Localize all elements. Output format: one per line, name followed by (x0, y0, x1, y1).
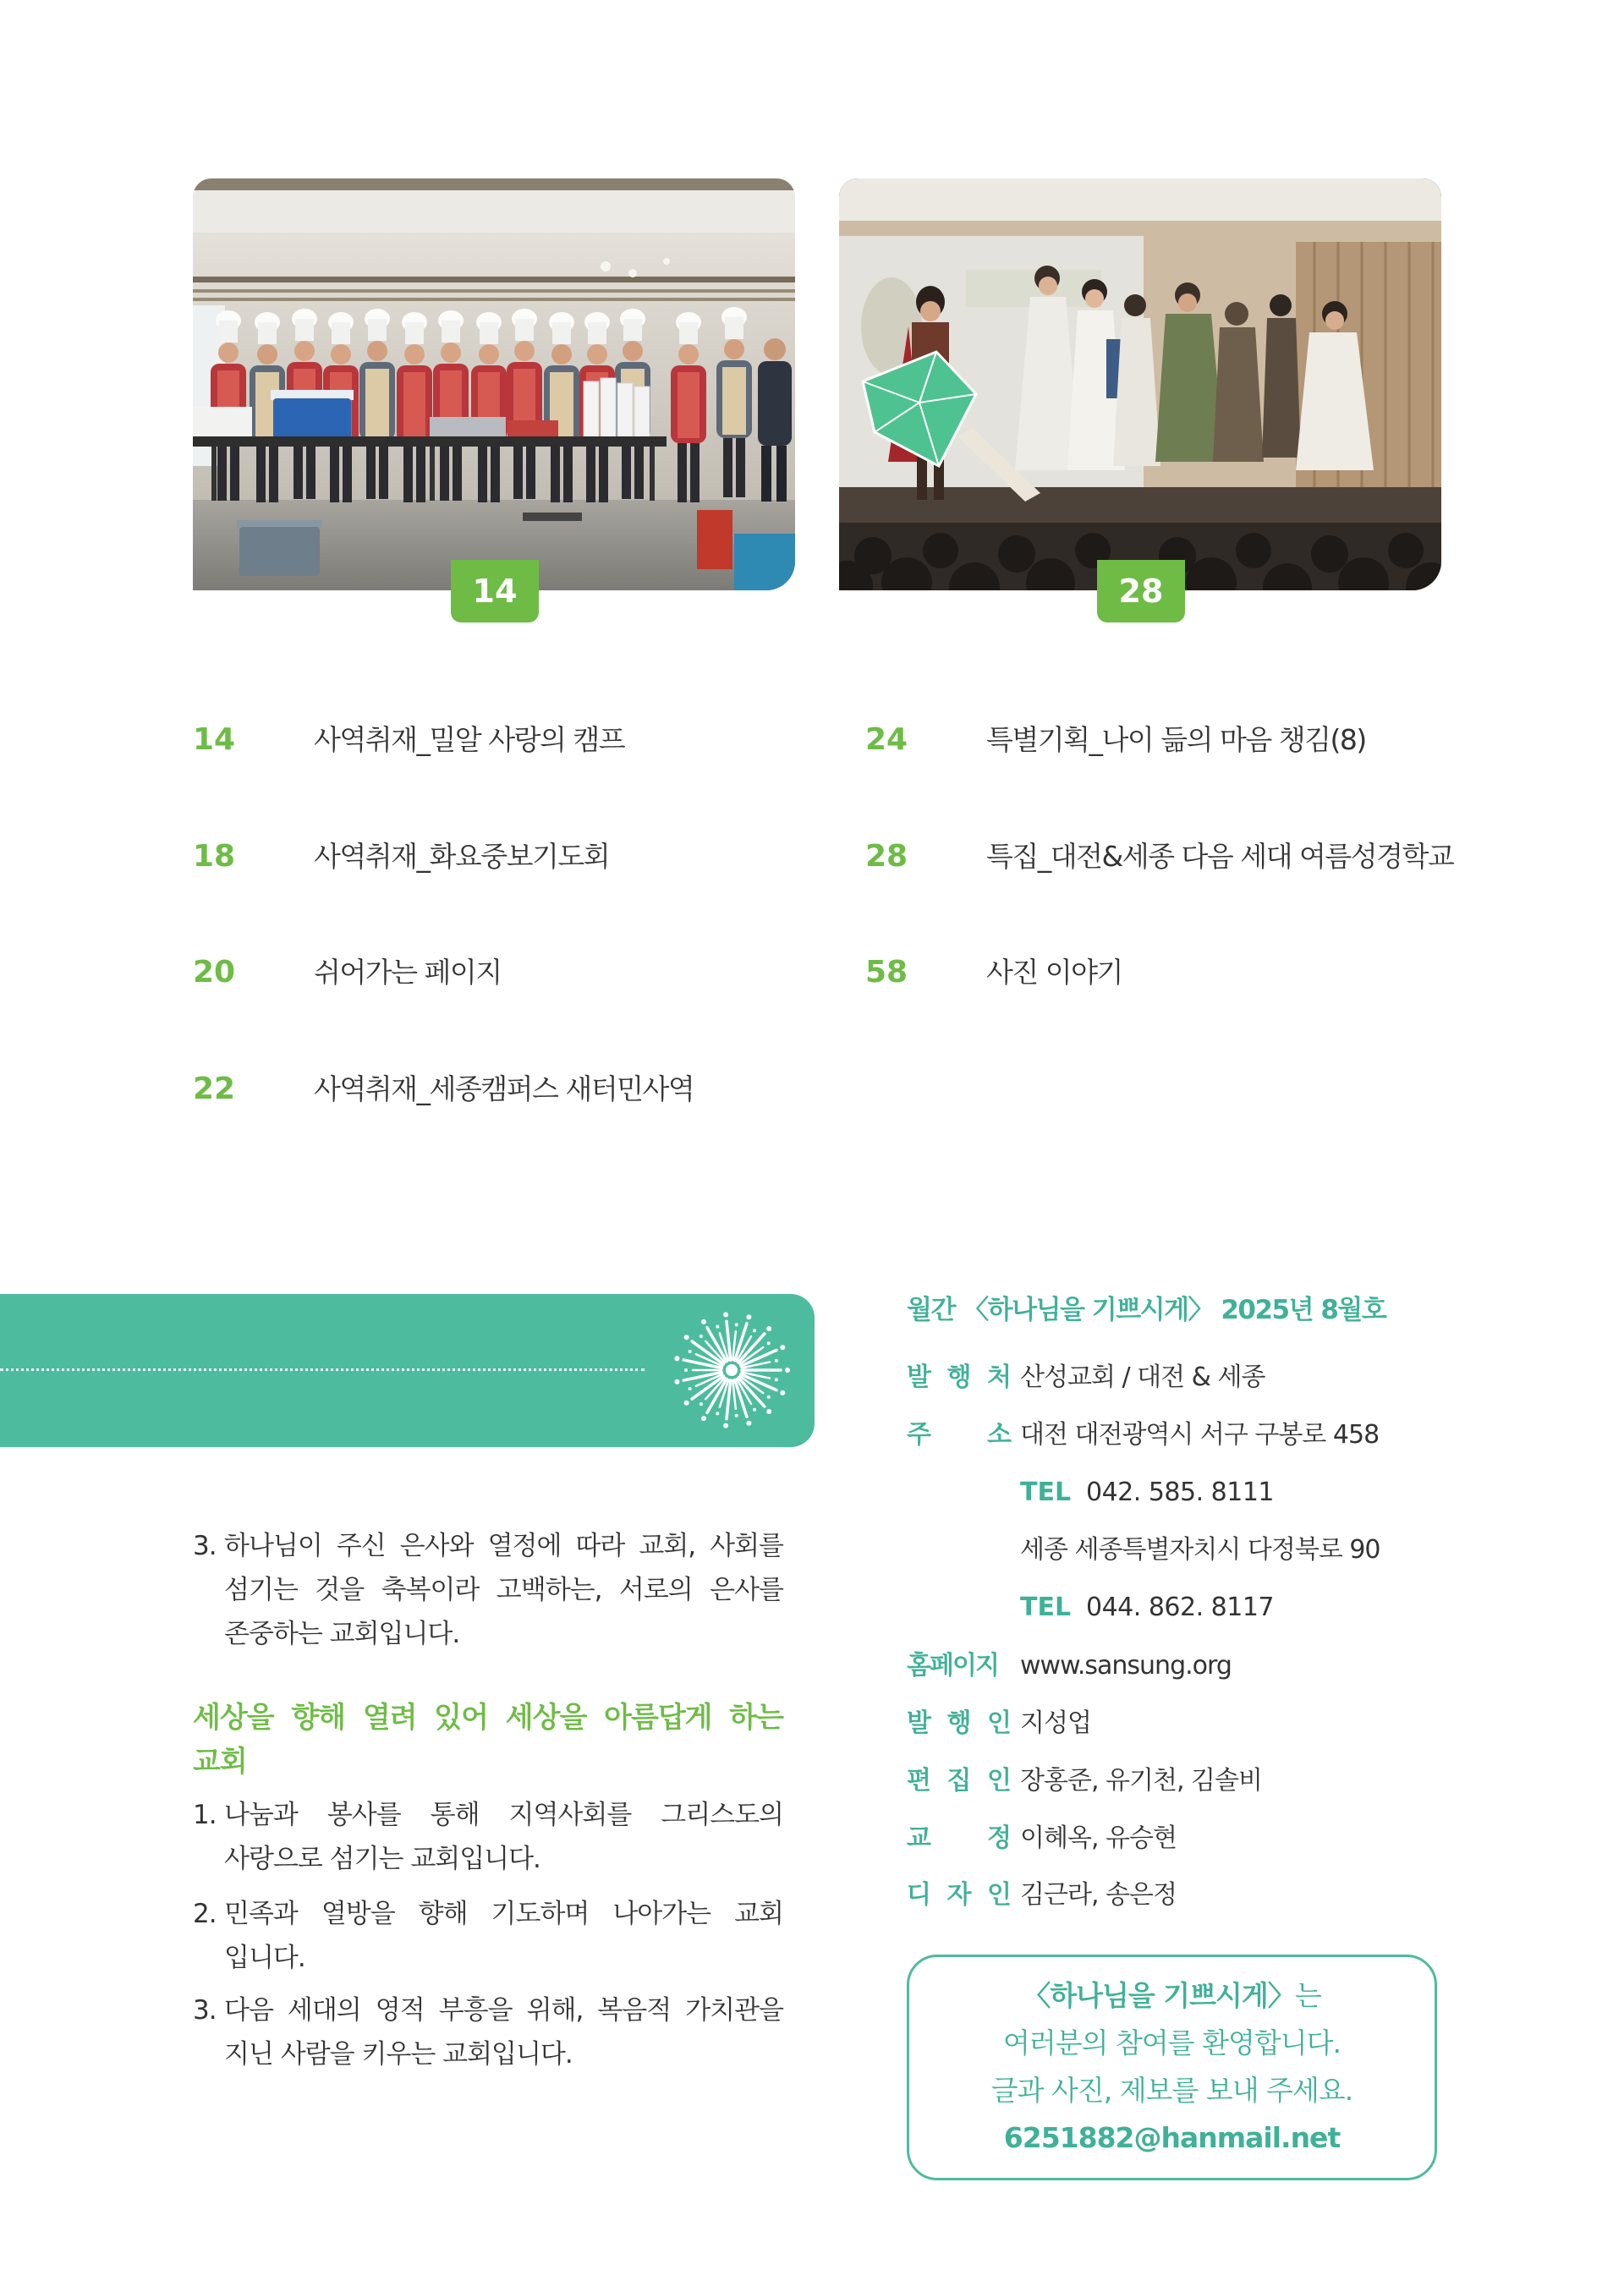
vision-item (193, 1524, 783, 1656)
title-suffix: 는 (1294, 1979, 1321, 2012)
vision-item-line: 지닌 사람을 키우는 교회입니다. (224, 2039, 573, 2070)
colophon-title: 월간 〈하나님을 기쁘시게〉 2025년 8월호 (907, 1295, 1386, 1325)
colophon-value: 김근라, 송은정 (1020, 1880, 1177, 1910)
toc-entry-title: 사역취재_밀알 사랑의 캠프 (314, 723, 625, 756)
colophon-row-homepage (907, 1645, 1600, 1687)
vision-item-number: 3. (193, 1531, 217, 1561)
toc-page-number: 14 (193, 722, 236, 757)
vision-item-number: 1. (193, 1800, 217, 1830)
toc-entry-title: 쉬어가는 페이지 (314, 956, 502, 989)
vision-item-line: 존중하는 교회입니다. (224, 1619, 460, 1649)
magazine-name: 〈하나님을 기쁘시게〉 (1023, 1979, 1295, 2012)
vision-item-line: 다음 세대의 영적 부흥을 위해, 복음적 가치관을 (224, 1995, 783, 2026)
vision-item-line: 민족과 열방을 향해 기도하며 나아가는 교회 (224, 1899, 783, 1929)
tel-value: 042. 585. 8111 (1086, 1478, 1275, 1507)
vision-item (193, 1793, 783, 1881)
vision-heading-line: 교회 (193, 1745, 247, 1779)
dotted-divider (0, 1368, 645, 1371)
contribution-title-line (909, 1972, 1435, 2020)
colophon-value: 산성교회 / 대전 & 세종 (1020, 1363, 1265, 1392)
colophon-row-issuer (907, 1703, 1600, 1745)
vision-item (193, 1988, 783, 2076)
colophon-value: 세종 세종특별자치시 다정북로 90 (1020, 1535, 1380, 1565)
colophon-value: www.sansung.org (1020, 1651, 1232, 1681)
colophon-row-proofreading (907, 1818, 1600, 1860)
tel-value: 044. 862. 8117 (1086, 1593, 1275, 1622)
vision-item-line: 입니다. (224, 1943, 305, 1973)
contribution-email: 6251882@hanmail.net (1003, 2121, 1341, 2154)
toc-entry-title: 사역취재_화요중보기도회 (314, 840, 610, 873)
photo-kitchen-volunteers (193, 178, 795, 590)
colophon-label: 디 자 인 (907, 1880, 1010, 1910)
colophon-row-daejeon-tel (907, 1472, 1600, 1514)
vision-item-line: 섬기는 것을 축복이라 고백하는, 서로의 은사를 (224, 1575, 783, 1605)
colophon-row-publisher (907, 1357, 1600, 1399)
toc-entry-title: 사역취재_세종캠퍼스 새터민사역 (314, 1072, 694, 1105)
photo-page-badge: 28 (1097, 560, 1185, 622)
colophon-label: 주 소 (907, 1420, 1010, 1450)
vision-heading (193, 1696, 783, 1784)
vision-item-number: 3. (193, 1995, 217, 2026)
colophon-label: 교 정 (907, 1823, 1010, 1853)
vision-item-line: 나눔과 봉사를 통해 지역사회를 그리스도의 (224, 1800, 783, 1830)
burst-icon (664, 1302, 799, 1438)
tel-label: TEL (1020, 1593, 1072, 1622)
colophon-row-design (907, 1874, 1600, 1916)
colophon-label: 발 행 처 (907, 1363, 1010, 1392)
toc-entry-title: 특집_대전&세종 다음 세대 여름성경학교 (986, 840, 1454, 873)
section-banner (0, 1294, 815, 1447)
contribution-request-line: 글과 사진, 제보를 보내 주세요. (990, 2074, 1353, 2107)
colophon-row-sejong-address (907, 1529, 1600, 1571)
colophon-value: 지성업 (1020, 1708, 1091, 1738)
colophon-row-editors (907, 1760, 1600, 1802)
toc-entry-title: 사진 이야기 (986, 956, 1122, 989)
vision-item (193, 1892, 783, 1980)
church-vision-list (193, 1524, 783, 2076)
colophon-label: 발 행 인 (907, 1708, 1010, 1738)
vision-item-line: 사랑으로 섬기는 교회입니다. (224, 1844, 540, 1874)
vision-item-line: 하나님이 주신 은사와 열정에 따라 교회, 사회를 (224, 1531, 783, 1561)
colophon-value: 이혜옥, 유승현 (1020, 1823, 1177, 1853)
toc-page-number: 24 (865, 722, 908, 757)
photo-stage-play (839, 178, 1441, 590)
photo-page-badge: 14 (451, 560, 539, 622)
toc-entry-title: 특별기획_나이 듦의 마음 챙김(8) (986, 723, 1366, 756)
toc-page-number: 22 (193, 1072, 236, 1106)
colophon-row-address (907, 1414, 1600, 1456)
tel-label: TEL (1020, 1478, 1072, 1507)
colophon-label: 편 집 인 (907, 1766, 1010, 1796)
colophon-value: 장홍준, 유기천, 김솔비 (1020, 1766, 1262, 1796)
colophon-label: 홈페이지 (907, 1651, 998, 1681)
contribution-welcome-line: 여러분의 참여를 환영합니다. (1002, 2026, 1341, 2059)
vision-heading-line: 세상을 향해 열려 있어 세상을 아름답게 하는 (193, 1701, 783, 1735)
toc-page-number: 20 (193, 955, 236, 990)
contribution-box (907, 1955, 1437, 2180)
toc-page-number: 18 (193, 839, 236, 874)
vision-item-number: 2. (193, 1899, 217, 1929)
toc-page-number: 58 (865, 955, 908, 990)
toc-page-number: 28 (865, 839, 908, 874)
colophon-value: 대전 대전광역시 서구 구봉로 458 (1020, 1420, 1380, 1450)
colophon-row-sejong-tel (907, 1587, 1600, 1629)
